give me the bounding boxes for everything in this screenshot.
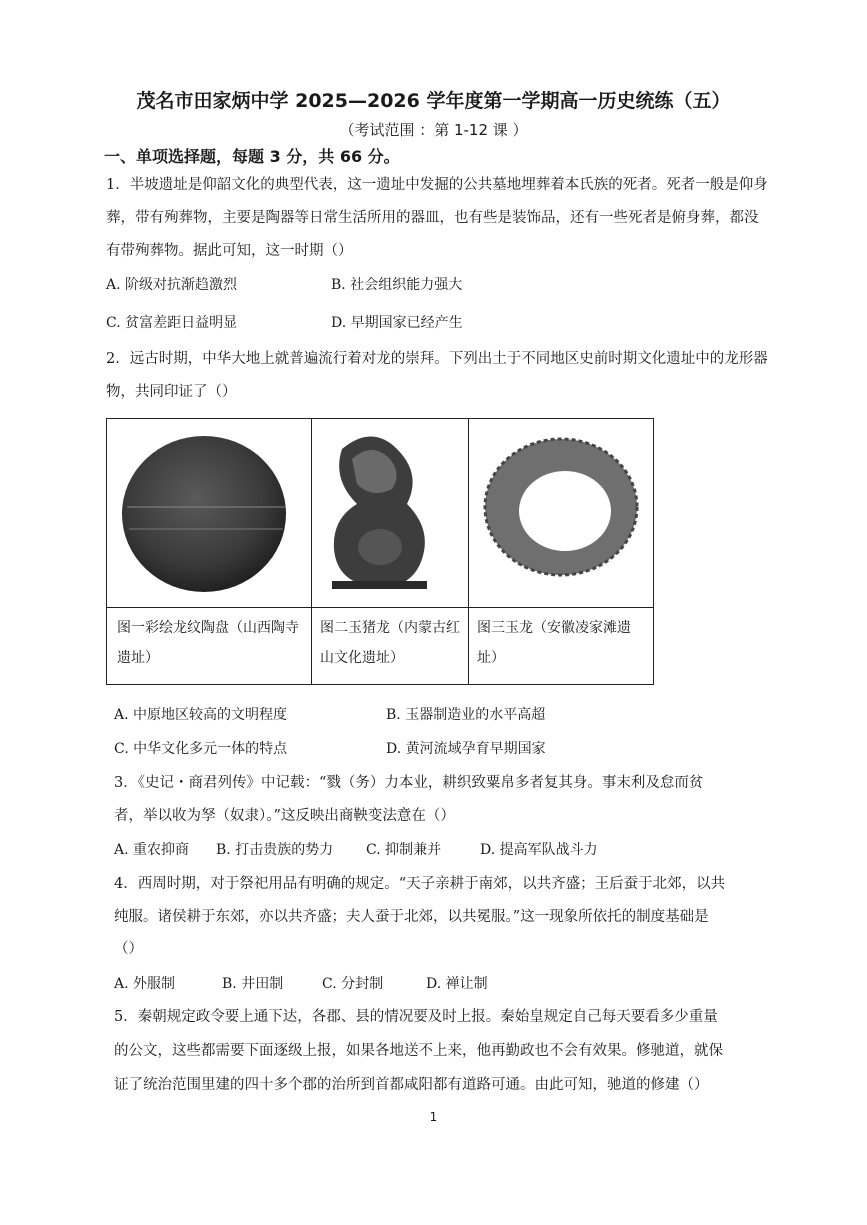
figure-table xyxy=(106,418,654,685)
q4-line2: 纯服。诸侯耕于东郊，亦以共齐盛；夫人蚕于北郊，以共冕服。”这一现象所依托的制度基础是 xyxy=(114,909,709,925)
q2-option-c: C. 中华文化多元一体的特点 xyxy=(114,741,288,757)
q4-option-c: C. 分封制 xyxy=(322,976,384,992)
q3-line1: 3．《史记・商君列传》中记载：“戮（务）力本业，耕织致粟帛多者复其身。事末利及怠而贫 xyxy=(114,775,704,791)
q5-line2: 的公文，这些都需要下面逐级上报，如果各地送不上来，他再勤政也不会有效果。修驰道，就保 xyxy=(114,1043,723,1059)
q2-line2: 物，共同印证了（） xyxy=(106,384,237,400)
q5-line3: 证了统治范围里建的四十多个郡的治所到首都咸阳都有道路可通。由此可知，驰道的修建（） xyxy=(114,1077,709,1093)
page-number: 1 xyxy=(429,1110,438,1124)
q3-line2: 者，举以收为孥（奴隶）。”这反映出商鞅变法意在（） xyxy=(114,808,455,824)
q4-line3: （） xyxy=(114,941,143,957)
q2-line1: 2．远古时期，中华大地上就普遍流行着对龙的崇拜。下列出土于不同地区史前时期文化遗址中的龙形器 xyxy=(106,351,768,367)
figure-cell-3 xyxy=(469,419,652,684)
q3-option-b: B. 打击贵族的势力 xyxy=(216,842,334,858)
q4-option-d: D. 禅让制 xyxy=(426,976,488,992)
figure-3-caption: 图三玉龙（安徽凌家滩遗址） xyxy=(477,620,631,666)
figure-1-caption: 图一彩绘龙纹陶盘（山西陶寺遗址） xyxy=(117,620,299,666)
figure-cell-2 xyxy=(312,419,469,684)
q5-line1: 5．秦朝规定政令要上通下达，各郡、县的情况要及时上报。秦始皇规定自己每天要看多少重量 xyxy=(114,1009,718,1025)
q1-option-b: B. 社会组织能力强大 xyxy=(331,277,463,293)
section-heading: 一、单项选择题，每题 3 分，共 66 分。 xyxy=(104,147,400,166)
q1-option-a: A. 阶级对抗渐趋激烈 xyxy=(106,277,238,293)
jade-dragon-ring-image xyxy=(469,419,652,605)
q1-option-d: D. 早期国家已经产生 xyxy=(331,315,463,331)
q3-option-d: D. 提高军队战斗力 xyxy=(480,842,598,858)
q2-option-d: D. 黄河流域孕育早期国家 xyxy=(386,741,546,757)
painted-pottery-plate-image xyxy=(107,419,307,605)
q1-option-c: C. 贫富差距日益明显 xyxy=(106,315,238,331)
figure-cell-1 xyxy=(107,419,312,684)
figure-2-caption: 图二玉猪龙（内蒙古红山文化遗址） xyxy=(320,620,460,666)
page-title: 茂名市田家炳中学 2025—2026 学年度第一学期高一历史统练（五） xyxy=(136,90,731,112)
figure-divider xyxy=(107,607,653,608)
q3-option-c: C. 抑制兼并 xyxy=(366,842,442,858)
q4-line1: 4．西周时期，对于祭祀用品有明确的规定。“天子亲耕于南郊，以共齐盛；王后蚕于北郊，以共 xyxy=(114,876,726,892)
q3-option-a: A. 重农抑商 xyxy=(114,842,190,858)
jade-pig-dragon-image xyxy=(312,419,467,605)
q2-option-a: A. 中原地区较高的文明程度 xyxy=(114,707,288,723)
q1-line2: 葬，带有殉葬物，主要是陶器等日常生活所用的器皿，也有些是装饰品，还有一些死者是俯身葬，都没 xyxy=(106,210,759,226)
page-subtitle: （考试范围 ：第 1-12 课 ） xyxy=(339,121,528,139)
q2-option-b: B. 玉器制造业的水平高超 xyxy=(386,707,546,723)
q4-option-a: A. 外服制 xyxy=(114,976,176,992)
q4-option-b: B. 井田制 xyxy=(222,976,284,992)
q1-line3: 有带殉葬物。据此可知，这一时期（） xyxy=(106,243,353,259)
q1-line1: 1．半坡遗址是仰韶文化的典型代表，这一遗址中发掘的公共墓地埋葬着本氏族的死者。死者一般是仰身 xyxy=(106,177,768,193)
